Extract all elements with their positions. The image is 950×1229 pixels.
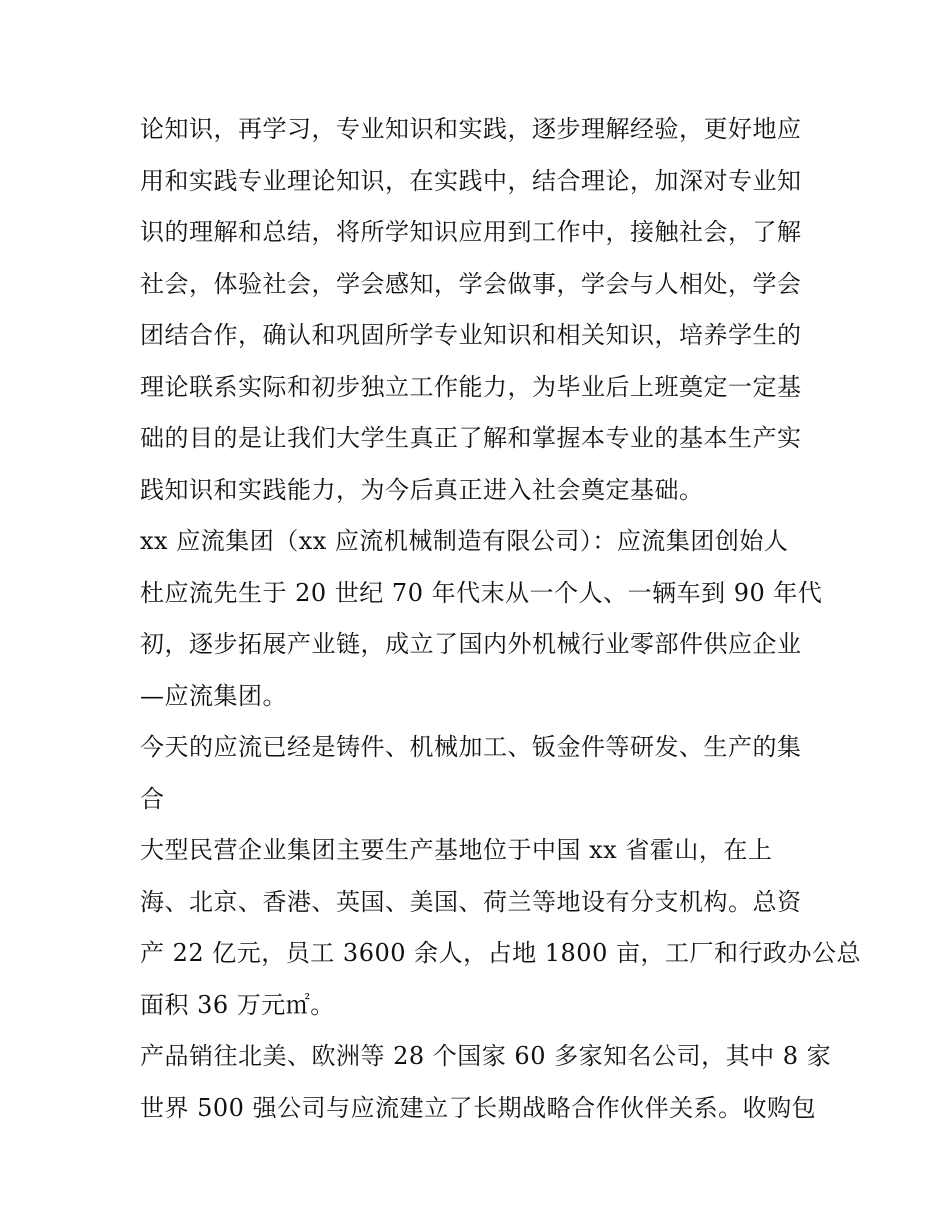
body-text bbox=[140, 104, 861, 1134]
text-line: 海、北京、香港、英国、美国、荷兰等地设有分支机构。总资 bbox=[140, 887, 802, 916]
text-line: 产 22 亿元，员工 3600 余人，占地 1800 亩，工厂和行政办公总 bbox=[140, 939, 861, 967]
text-line: 合 bbox=[140, 784, 165, 813]
text-line: 大型民营企业集团主要生产基地位于中国 xx 省霍山，在上 bbox=[140, 836, 773, 864]
text-line: 团结合作，确认和巩固所学专业知识和相关知识，培养学生的 bbox=[140, 321, 802, 349]
text-line: 识的理解和总结，将所学知识应用到工作中，接触社会，了解 bbox=[140, 218, 802, 246]
text-line: 践知识和实践能力，为今后真正进入社会奠定基础。 bbox=[140, 475, 704, 504]
text-line: 用和实践专业理论知识，在实践中，结合理论，加深对专业知 bbox=[140, 166, 802, 195]
text-line: xx 应流集团（xx 应流机械制造有限公司）：应流集团创始人 bbox=[140, 527, 789, 555]
text-line: 面积 36 万元㎡。 bbox=[140, 990, 335, 1019]
text-line: 初，逐步拓展产业链，成立了国内外机械行业零部件供应企业 bbox=[140, 630, 802, 658]
text-line: 杜应流先生于 20 世纪 70 年代末从一个人、一辆车到 90 年代 bbox=[140, 578, 823, 607]
text-line: —应流集团。 bbox=[140, 681, 287, 710]
text-line: 社会，体验社会，学会感知，学会做事，学会与人相处，学会 bbox=[140, 269, 802, 298]
text-line: 世界 500 强公司与应流建立了长期战略合作伙伴关系。收购包 bbox=[140, 1093, 817, 1122]
text-line: 产品销往北美、欧洲等 28 个国家 60 多家知名公司，其中 8 家 bbox=[140, 1042, 832, 1070]
text-line: 理论联系实际和初步独立工作能力，为毕业后上班奠定一定基 bbox=[140, 372, 802, 401]
text-line: 今天的应流已经是铸件、机械加工、钣金件等研发、生产的集 bbox=[140, 733, 802, 761]
text-line: 础的目的是让我们大学生真正了解和掌握本专业的基本生产实 bbox=[140, 424, 802, 452]
text-line: 论知识，再学习，专业知识和实践，逐步理解经验，更好地应 bbox=[140, 115, 802, 143]
